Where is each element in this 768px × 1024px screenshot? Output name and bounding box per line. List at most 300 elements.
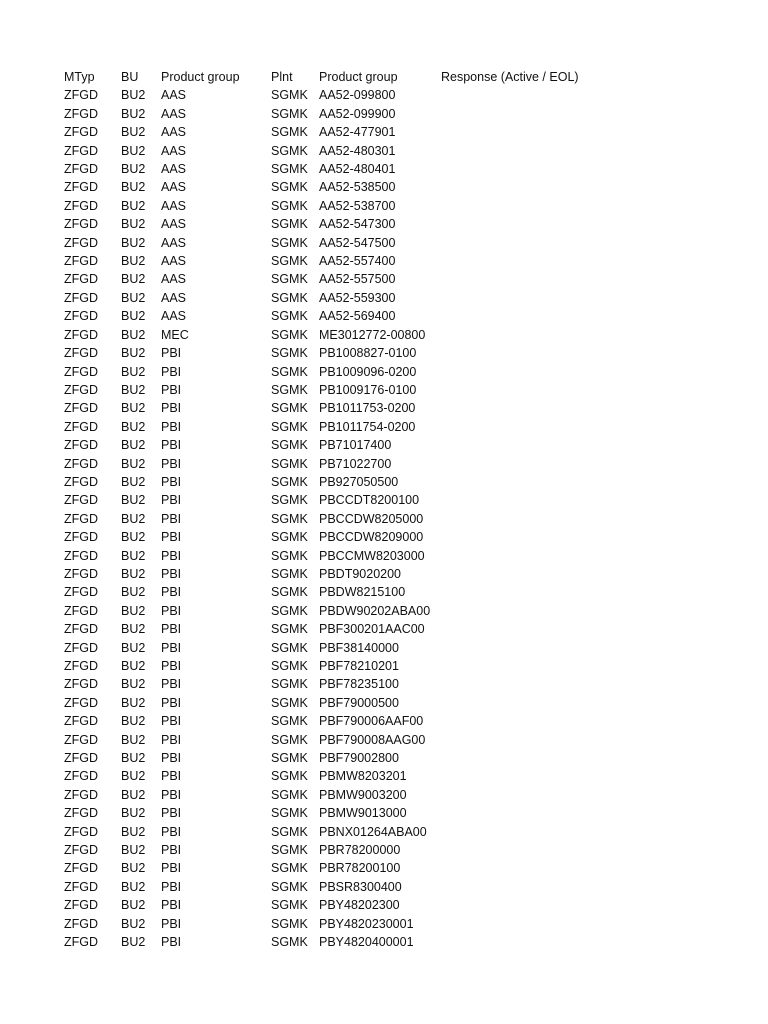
cell-plnt: SGMK: [271, 235, 308, 250]
cell-response: [441, 142, 621, 160]
cell-response: [441, 786, 621, 804]
cell-product-code: PBF78235100: [319, 677, 399, 692]
header-row: [64, 68, 621, 86]
cell-response: [441, 234, 621, 252]
header-product-group-material: Product group: [319, 70, 398, 84]
cell-mtyp: ZFGD: [64, 309, 99, 324]
cell-product-code: PBNX01264ABA00: [319, 824, 427, 839]
cell-product-group: PBI: [161, 640, 182, 655]
cell-product-group: PBI: [161, 419, 182, 434]
header-product-group: Product group: [161, 70, 240, 84]
table-row: [64, 602, 621, 620]
cell-response: [441, 933, 621, 951]
cell-product-group: PBI: [161, 879, 182, 894]
cell-response: [441, 896, 621, 914]
cell-product-group: PBI: [161, 364, 182, 379]
cell-bu: BU2: [121, 732, 146, 747]
cell-plnt: SGMK: [271, 622, 308, 637]
cell-mtyp: ZFGD: [64, 677, 99, 692]
cell-product-code: PBCCMW8203000: [319, 548, 425, 563]
table-row: [64, 418, 621, 436]
cell-plnt: SGMK: [271, 603, 308, 618]
cell-product-group: PBI: [161, 456, 182, 471]
cell-bu: BU2: [121, 640, 146, 655]
cell-plnt: SGMK: [271, 751, 308, 766]
cell-product-code: PBSR8300400: [319, 879, 402, 894]
cell-response: [441, 344, 621, 362]
cell-bu: BU2: [121, 456, 146, 471]
cell-product-code: PB71022700: [319, 456, 392, 471]
cell-response: [441, 639, 621, 657]
table-row: [64, 326, 621, 344]
header-plnt: Plnt: [271, 70, 293, 84]
cell-product-code: AA52-538700: [319, 198, 396, 213]
cell-plnt: SGMK: [271, 879, 308, 894]
table-row: [64, 804, 621, 822]
cell-product-code: AA52-480401: [319, 162, 396, 177]
table-row: [64, 639, 621, 657]
table-row: [64, 473, 621, 491]
cell-response: [441, 160, 621, 178]
cell-product-group: AAS: [161, 217, 187, 232]
cell-mtyp: ZFGD: [64, 438, 99, 453]
cell-product-code: PBF79000500: [319, 695, 399, 710]
table-row: [64, 786, 621, 804]
cell-response: [441, 749, 621, 767]
table-row: [64, 859, 621, 877]
cell-response: [441, 197, 621, 215]
cell-product-code: AA52-477901: [319, 125, 396, 140]
cell-product-code: AA52-559300: [319, 290, 396, 305]
cell-product-group: PBI: [161, 474, 182, 489]
cell-product-code: AA52-547500: [319, 235, 396, 250]
cell-bu: BU2: [121, 879, 146, 894]
cell-plnt: SGMK: [271, 419, 308, 434]
cell-product-code: ME3012772-00800: [319, 327, 426, 342]
table-row: [64, 252, 621, 270]
cell-response: [441, 473, 621, 491]
cell-product-code: PB1009176-0100: [319, 382, 417, 397]
cell-response: [441, 823, 621, 841]
cell-product-group: AAS: [161, 106, 187, 121]
cell-product-code: PBF78210201: [319, 659, 399, 673]
cell-product-group: MEC: [161, 327, 189, 342]
cell-bu: BU2: [121, 162, 146, 177]
cell-product-code: AA52-547300: [319, 217, 396, 232]
table-row: [64, 731, 621, 749]
cell-mtyp: ZFGD: [64, 603, 99, 618]
cell-plnt: SGMK: [271, 511, 308, 526]
cell-bu: BU2: [121, 585, 146, 600]
cell-bu: BU2: [121, 382, 146, 397]
cell-product-group: AAS: [161, 88, 187, 103]
cell-plnt: SGMK: [271, 677, 308, 692]
table-row: [64, 381, 621, 399]
cell-product-group: PBI: [161, 548, 182, 563]
cell-response: [441, 307, 621, 325]
cell-mtyp: ZFGD: [64, 548, 99, 563]
cell-mtyp: ZFGD: [64, 916, 99, 931]
cell-plnt: SGMK: [271, 640, 308, 655]
cell-bu: BU2: [121, 824, 146, 839]
cell-plnt: SGMK: [271, 143, 308, 158]
table-row: [64, 197, 621, 215]
cell-bu: BU2: [121, 843, 146, 858]
cell-plnt: SGMK: [271, 935, 308, 950]
cell-product-group: PBI: [161, 714, 182, 729]
cell-bu: BU2: [121, 327, 146, 342]
table-row: [64, 657, 621, 675]
table-row: [64, 712, 621, 730]
cell-bu: BU2: [121, 364, 146, 379]
cell-product-group: PBI: [161, 769, 182, 784]
table-row: [64, 270, 621, 288]
cell-plnt: SGMK: [271, 474, 308, 489]
cell-response: [441, 178, 621, 196]
table-row: [64, 160, 621, 178]
cell-plnt: SGMK: [271, 714, 308, 729]
cell-bu: BU2: [121, 769, 146, 784]
cell-mtyp: ZFGD: [64, 861, 99, 876]
cell-plnt: SGMK: [271, 843, 308, 858]
table-row: [64, 841, 621, 859]
table-row: [64, 455, 621, 473]
cell-product-code: AA52-557400: [319, 254, 396, 269]
product-table: [64, 68, 621, 952]
cell-bu: BU2: [121, 346, 146, 361]
cell-mtyp: ZFGD: [64, 622, 99, 637]
cell-plnt: SGMK: [271, 309, 308, 324]
cell-bu: BU2: [121, 143, 146, 158]
table-row: [64, 289, 621, 307]
table-row: [64, 767, 621, 785]
cell-mtyp: ZFGD: [64, 401, 99, 416]
cell-product-group: PBI: [161, 861, 182, 876]
cell-response: [441, 289, 621, 307]
cell-bu: BU2: [121, 916, 146, 931]
table-row: [64, 178, 621, 196]
cell-bu: BU2: [121, 88, 146, 103]
cell-bu: BU2: [121, 309, 146, 324]
cell-product-code: PB1008827-0100: [319, 346, 417, 361]
table-row: [64, 363, 621, 381]
cell-response: [441, 270, 621, 288]
cell-plnt: SGMK: [271, 290, 308, 305]
cell-mtyp: ZFGD: [64, 198, 99, 213]
cell-product-group: AAS: [161, 198, 187, 213]
cell-product-group: PBI: [161, 659, 182, 673]
cell-response: [441, 399, 621, 417]
cell-response: [441, 363, 621, 381]
table-row: [64, 399, 621, 417]
cell-product-code: PBCCDW8205000: [319, 511, 424, 526]
cell-response: [441, 915, 621, 933]
cell-mtyp: ZFGD: [64, 180, 99, 195]
cell-product-code: PBMW8203201: [319, 769, 407, 784]
cell-product-code: AA52-569400: [319, 309, 396, 324]
cell-product-group: AAS: [161, 272, 187, 287]
cell-bu: BU2: [121, 898, 146, 913]
cell-product-code: PBDW90202ABA00: [319, 603, 431, 618]
table-row: [64, 123, 621, 141]
cell-mtyp: ZFGD: [64, 143, 99, 158]
cell-mtyp: ZFGD: [64, 493, 99, 508]
cell-product-group: AAS: [161, 235, 187, 250]
cell-response: [441, 602, 621, 620]
table-row: [64, 234, 621, 252]
cell-mtyp: ZFGD: [64, 382, 99, 397]
cell-response: [441, 675, 621, 693]
table-row: [64, 491, 621, 509]
cell-plnt: SGMK: [271, 493, 308, 508]
cell-response: [441, 455, 621, 473]
cell-bu: BU2: [121, 419, 146, 434]
cell-mtyp: ZFGD: [64, 787, 99, 802]
cell-bu: BU2: [121, 935, 146, 950]
table-row: [64, 583, 621, 601]
cell-plnt: SGMK: [271, 898, 308, 913]
cell-bu: BU2: [121, 290, 146, 305]
cell-response: [441, 105, 621, 123]
cell-plnt: SGMK: [271, 180, 308, 195]
cell-response: [441, 731, 621, 749]
cell-product-code: PBF79002800: [319, 751, 399, 766]
cell-mtyp: ZFGD: [64, 474, 99, 489]
cell-plnt: SGMK: [271, 364, 308, 379]
cell-mtyp: ZFGD: [64, 272, 99, 287]
cell-mtyp: ZFGD: [64, 695, 99, 710]
cell-product-group: PBI: [161, 585, 182, 600]
cell-mtyp: ZFGD: [64, 217, 99, 232]
cell-plnt: SGMK: [271, 346, 308, 361]
cell-plnt: SGMK: [271, 530, 308, 545]
cell-plnt: SGMK: [271, 327, 308, 342]
table-row: [64, 823, 621, 841]
cell-bu: BU2: [121, 603, 146, 618]
cell-mtyp: ZFGD: [64, 530, 99, 545]
cell-plnt: SGMK: [271, 732, 308, 747]
cell-mtyp: ZFGD: [64, 732, 99, 747]
cell-plnt: SGMK: [271, 659, 308, 673]
cell-bu: BU2: [121, 806, 146, 821]
cell-mtyp: ZFGD: [64, 935, 99, 950]
cell-product-code: AA52-099800: [319, 88, 396, 103]
cell-mtyp: ZFGD: [64, 456, 99, 471]
cell-product-group: PBI: [161, 438, 182, 453]
cell-product-group: PBI: [161, 493, 182, 508]
cell-response: [441, 694, 621, 712]
cell-product-group: PBI: [161, 751, 182, 766]
cell-product-code: AA52-538500: [319, 180, 396, 195]
cell-bu: BU2: [121, 659, 146, 673]
cell-product-group: AAS: [161, 162, 187, 177]
cell-plnt: SGMK: [271, 272, 308, 287]
cell-response: [441, 252, 621, 270]
cell-bu: BU2: [121, 861, 146, 876]
cell-product-code: AA52-557500: [319, 272, 396, 287]
cell-response: [441, 418, 621, 436]
cell-bu: BU2: [121, 254, 146, 269]
cell-product-code: AA52-099900: [319, 106, 396, 121]
cell-response: [441, 123, 621, 141]
table-row: [64, 105, 621, 123]
cell-product-group: AAS: [161, 309, 187, 324]
cell-product-group: AAS: [161, 180, 187, 195]
table-row: [64, 675, 621, 693]
cell-plnt: SGMK: [271, 438, 308, 453]
cell-mtyp: ZFGD: [64, 327, 99, 342]
cell-mtyp: ZFGD: [64, 843, 99, 858]
cell-bu: BU2: [121, 217, 146, 232]
cell-plnt: SGMK: [271, 125, 308, 140]
cell-response: [441, 436, 621, 454]
cell-plnt: SGMK: [271, 824, 308, 839]
cell-response: [441, 583, 621, 601]
spreadsheet-page: [64, 68, 704, 952]
cell-response: [441, 215, 621, 233]
cell-mtyp: ZFGD: [64, 824, 99, 839]
table-row: [64, 933, 621, 951]
table-row: [64, 547, 621, 565]
cell-bu: BU2: [121, 106, 146, 121]
cell-bu: BU2: [121, 677, 146, 692]
cell-mtyp: ZFGD: [64, 162, 99, 177]
cell-bu: BU2: [121, 622, 146, 637]
cell-mtyp: ZFGD: [64, 511, 99, 526]
cell-bu: BU2: [121, 714, 146, 729]
cell-product-group: PBI: [161, 401, 182, 416]
cell-product-code: PBDW8215100: [319, 585, 406, 600]
cell-response: [441, 491, 621, 509]
cell-product-code: PBY48202300: [319, 898, 400, 913]
cell-bu: BU2: [121, 695, 146, 710]
header-bu: BU: [121, 70, 139, 84]
cell-response: [441, 326, 621, 344]
cell-response: [441, 381, 621, 399]
cell-response: [441, 878, 621, 896]
cell-plnt: SGMK: [271, 548, 308, 563]
cell-bu: BU2: [121, 401, 146, 416]
cell-product-code: PB1011754-0200: [319, 419, 416, 434]
cell-plnt: SGMK: [271, 769, 308, 784]
cell-product-code: PB1011753-0200: [319, 401, 416, 416]
cell-product-group: AAS: [161, 290, 187, 305]
cell-plnt: SGMK: [271, 254, 308, 269]
cell-bu: BU2: [121, 511, 146, 526]
cell-product-group: PBI: [161, 530, 182, 545]
cell-product-group: PBI: [161, 916, 182, 931]
cell-plnt: SGMK: [271, 806, 308, 821]
cell-plnt: SGMK: [271, 456, 308, 471]
cell-bu: BU2: [121, 235, 146, 250]
cell-mtyp: ZFGD: [64, 88, 99, 103]
cell-bu: BU2: [121, 751, 146, 766]
cell-product-group: PBI: [161, 843, 182, 858]
cell-mtyp: ZFGD: [64, 751, 99, 766]
cell-bu: BU2: [121, 787, 146, 802]
cell-mtyp: ZFGD: [64, 898, 99, 913]
cell-product-code: PB1009096-0200: [319, 364, 417, 379]
cell-plnt: SGMK: [271, 916, 308, 931]
cell-plnt: SGMK: [271, 217, 308, 232]
cell-product-code: PBMW9013000: [319, 806, 407, 821]
table-row: [64, 896, 621, 914]
cell-product-group: AAS: [161, 125, 187, 140]
table-row: [64, 307, 621, 325]
cell-product-code: PB927050500: [319, 474, 399, 489]
cell-bu: BU2: [121, 548, 146, 563]
cell-bu: BU2: [121, 530, 146, 545]
cell-bu: BU2: [121, 474, 146, 489]
table-row: [64, 436, 621, 454]
cell-response: [441, 547, 621, 565]
cell-mtyp: ZFGD: [64, 419, 99, 434]
cell-product-code: PBR78200100: [319, 861, 401, 876]
cell-mtyp: ZFGD: [64, 566, 99, 581]
cell-mtyp: ZFGD: [64, 235, 99, 250]
cell-response: [441, 712, 621, 730]
table-row: [64, 620, 621, 638]
cell-product-group: PBI: [161, 824, 182, 839]
cell-bu: BU2: [121, 566, 146, 581]
cell-product-group: PBI: [161, 732, 182, 747]
table-row: [64, 749, 621, 767]
cell-mtyp: ZFGD: [64, 659, 99, 673]
cell-mtyp: ZFGD: [64, 125, 99, 140]
cell-product-group: PBI: [161, 382, 182, 397]
cell-mtyp: ZFGD: [64, 640, 99, 655]
cell-plnt: SGMK: [271, 401, 308, 416]
table-body: [64, 86, 621, 951]
cell-product-code: PBF300201AAC00: [319, 622, 425, 637]
cell-mtyp: ZFGD: [64, 346, 99, 361]
table-row: [64, 510, 621, 528]
cell-response: [441, 859, 621, 877]
header-mtyp: MTyp: [64, 70, 95, 84]
cell-response: [441, 510, 621, 528]
cell-plnt: SGMK: [271, 106, 308, 121]
cell-response: [441, 528, 621, 546]
cell-product-group: PBI: [161, 806, 182, 821]
cell-response: [441, 767, 621, 785]
cell-response: [441, 86, 621, 104]
cell-product-group: PBI: [161, 511, 182, 526]
cell-bu: BU2: [121, 438, 146, 453]
cell-product-group: PBI: [161, 622, 182, 637]
cell-product-code: PBF38140000: [319, 640, 399, 655]
cell-response: [441, 657, 621, 675]
cell-product-group: PBI: [161, 787, 182, 802]
table-row: [64, 915, 621, 933]
table-row: [64, 344, 621, 362]
cell-mtyp: ZFGD: [64, 769, 99, 784]
cell-bu: BU2: [121, 180, 146, 195]
table-row: [64, 142, 621, 160]
cell-product-code: PBDT9020200: [319, 566, 402, 581]
cell-product-group: PBI: [161, 346, 182, 361]
table-row: [64, 528, 621, 546]
cell-product-group: AAS: [161, 254, 187, 269]
cell-response: [441, 620, 621, 638]
cell-bu: BU2: [121, 272, 146, 287]
cell-mtyp: ZFGD: [64, 254, 99, 269]
cell-product-code: PBMW9003200: [319, 787, 407, 802]
cell-plnt: SGMK: [271, 787, 308, 802]
cell-response: [441, 565, 621, 583]
cell-plnt: SGMK: [271, 695, 308, 710]
cell-mtyp: ZFGD: [64, 290, 99, 305]
cell-plnt: SGMK: [271, 198, 308, 213]
